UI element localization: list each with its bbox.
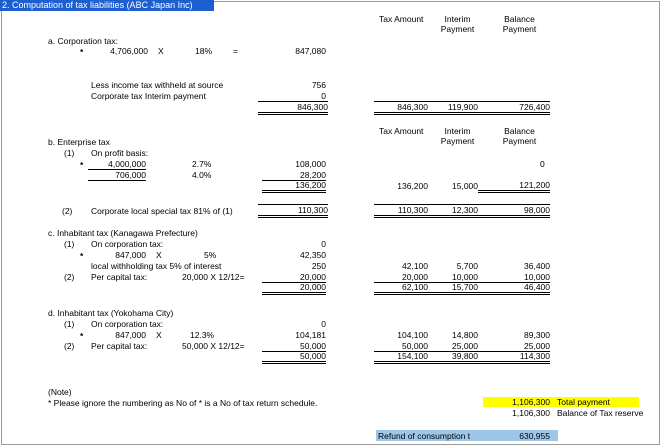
b-balance-payment: 121,200 bbox=[478, 180, 550, 193]
c-res: 42,350 bbox=[300, 250, 326, 260]
b-special: 110,300 bbox=[258, 204, 328, 218]
a-x: X bbox=[158, 46, 164, 56]
c-n1: (1) bbox=[64, 239, 75, 249]
b-special-balance: 98,000 bbox=[478, 204, 550, 218]
d-bal1: 89,300 bbox=[524, 330, 550, 340]
star-marker: * bbox=[80, 251, 84, 261]
d-capital: 50,000 bbox=[262, 341, 326, 352]
d-rate: 12.3% bbox=[190, 330, 215, 340]
c-interim2: 10,000 bbox=[428, 272, 478, 283]
a-balance-payment: 726,400 bbox=[478, 101, 550, 115]
section-b-label: b. Enterprise tax bbox=[48, 137, 110, 147]
c-interim3: 15,700 bbox=[428, 282, 478, 295]
star-marker: * bbox=[80, 331, 84, 341]
a-eq: = bbox=[233, 46, 238, 56]
total-payment-label: Total payment bbox=[557, 397, 610, 407]
c-interim1: 5,700 bbox=[456, 261, 478, 271]
balance-reserve-value: 1,106,300 bbox=[512, 408, 550, 418]
star-marker: * bbox=[80, 160, 84, 170]
section-c-label: c. Inhabitant tax (Kanagawa Prefecture) bbox=[48, 228, 198, 238]
d-corp-basis: On corporation tax: bbox=[91, 319, 164, 329]
b-rate2: 4.0% bbox=[192, 170, 212, 180]
header-interim-2 bbox=[430, 126, 485, 146]
c-capital: 20,000 bbox=[262, 272, 326, 283]
d-capital-calc: 50,000 X 12/12= bbox=[182, 341, 245, 351]
a-interim-payment: 119,900 bbox=[428, 101, 478, 115]
refund-label: Refund of consumption t bbox=[378, 431, 471, 441]
c-x: X bbox=[156, 250, 162, 260]
d-tax3: 154,100 bbox=[374, 351, 428, 364]
refund-value: 630,955 bbox=[519, 431, 550, 441]
c-withholding-label: local withholding tax 5% of interest bbox=[91, 261, 222, 271]
c-tax1: 42,100 bbox=[402, 261, 428, 271]
c-total: 20,000 bbox=[262, 282, 326, 295]
header-interim bbox=[430, 14, 485, 34]
a-result: 847,080 bbox=[295, 46, 326, 56]
header-balance-2 bbox=[492, 126, 547, 146]
c-capital-calc: 20,000 X 12/12= bbox=[182, 272, 245, 282]
total-payment-value: 1,106,300 bbox=[512, 397, 550, 407]
header-interim-2-l1: Interim bbox=[444, 126, 471, 136]
c-withholding: 250 bbox=[311, 261, 326, 271]
header-interim-2-l2: Payment bbox=[440, 136, 475, 146]
sheet-title: 2. Computation of tax liabilities (ABC Japan Inc) bbox=[0, 0, 214, 11]
b-base2: 706,000 bbox=[88, 169, 146, 181]
d-res: 104,181 bbox=[295, 330, 326, 340]
header-balance-l1: Balance bbox=[504, 14, 535, 24]
b-sum: 136,200 bbox=[262, 180, 326, 193]
a-interim-label: Corporate tax Interim payment bbox=[91, 91, 206, 101]
header-balance-2-l1: Balance bbox=[504, 126, 535, 136]
a-rate: 18% bbox=[194, 46, 212, 56]
d-tax2: 50,000 bbox=[374, 341, 428, 352]
header-tax-amount-2: Tax Amount bbox=[379, 126, 424, 136]
header-interim-l2: Payment bbox=[440, 24, 475, 34]
d-x: X bbox=[156, 330, 162, 340]
section-d-label: d. Inhabitant tax (Yokohama City) bbox=[48, 308, 174, 318]
c-rate: 5% bbox=[204, 250, 217, 260]
c-tax2: 20,000 bbox=[374, 272, 428, 283]
b-special-interim: 12,300 bbox=[428, 204, 478, 218]
b-n1: (1) bbox=[64, 148, 75, 158]
b-base1: 4,000,000 bbox=[108, 159, 146, 169]
c-n2: (2) bbox=[64, 272, 75, 282]
c-corp-basis: On corporation tax: bbox=[91, 239, 164, 249]
d-interim1: 14,800 bbox=[452, 330, 478, 340]
c-bal1: 36,400 bbox=[524, 261, 550, 271]
d-base: 847,000 bbox=[115, 330, 146, 340]
d-bal2: 25,000 bbox=[478, 341, 550, 352]
header-balance bbox=[492, 14, 547, 34]
a-total: 846,300 bbox=[258, 101, 328, 115]
c-capital-label: Per capital tax: bbox=[91, 272, 148, 282]
d-n1: (1) bbox=[64, 319, 75, 329]
c-bal2: 10,000 bbox=[478, 272, 550, 283]
b-rate1: 2.7% bbox=[192, 159, 212, 169]
d-interim3: 39,800 bbox=[428, 351, 478, 364]
b-special-label: Corporate local special tax 81% of (1) bbox=[91, 206, 233, 216]
b-special-tax: 110,300 bbox=[374, 204, 428, 218]
b-tax-amount: 136,200 bbox=[397, 181, 428, 191]
d-n2: (2) bbox=[64, 341, 75, 351]
header-balance-l2: Payment bbox=[502, 24, 537, 34]
a-less-withheld-label: Less income tax withheld at source bbox=[91, 80, 224, 90]
c-base: 847,000 bbox=[115, 250, 146, 260]
d-zero: 0 bbox=[321, 319, 326, 329]
a-tax-amount: 846,300 bbox=[374, 101, 428, 115]
b-n2: (2) bbox=[62, 206, 73, 216]
d-capital-label: Per capital tax: bbox=[91, 341, 148, 351]
balance-reserve-label: Balance of Tax reserve bbox=[557, 408, 644, 418]
note-label: (Note) bbox=[48, 387, 72, 397]
d-interim2: 25,000 bbox=[428, 341, 478, 352]
a-withheld: 756 bbox=[311, 80, 326, 90]
star-marker: * bbox=[80, 47, 84, 57]
header-balance-2-l2: Payment bbox=[502, 136, 537, 146]
c-zero: 0 bbox=[321, 239, 326, 249]
sheet-frame bbox=[1, 1, 660, 445]
header-interim-l1: Interim bbox=[444, 14, 471, 24]
c-tax3: 62,100 bbox=[374, 282, 428, 295]
b-interim-payment: 15,000 bbox=[452, 181, 478, 191]
b-profit-basis: On profit basis: bbox=[91, 148, 149, 158]
a-base: 4,706,000 bbox=[110, 46, 148, 56]
d-tax1: 104,100 bbox=[397, 330, 428, 340]
d-bal3: 114,300 bbox=[478, 351, 550, 364]
b-zero-balance: 0 bbox=[540, 159, 545, 169]
b-res2: 28,200 bbox=[262, 170, 326, 181]
b-res1: 108,000 bbox=[295, 159, 326, 169]
header-tax-amount: Tax Amount bbox=[379, 14, 424, 24]
c-bal3: 46,400 bbox=[478, 282, 550, 295]
d-total: 50,000 bbox=[262, 351, 326, 364]
note-text: * Please ignore the numbering as No of * is a No of tax return schedule. bbox=[48, 398, 318, 408]
section-a-label: a. Corporation tax: bbox=[48, 36, 118, 46]
a-interim: 0 bbox=[321, 91, 326, 101]
